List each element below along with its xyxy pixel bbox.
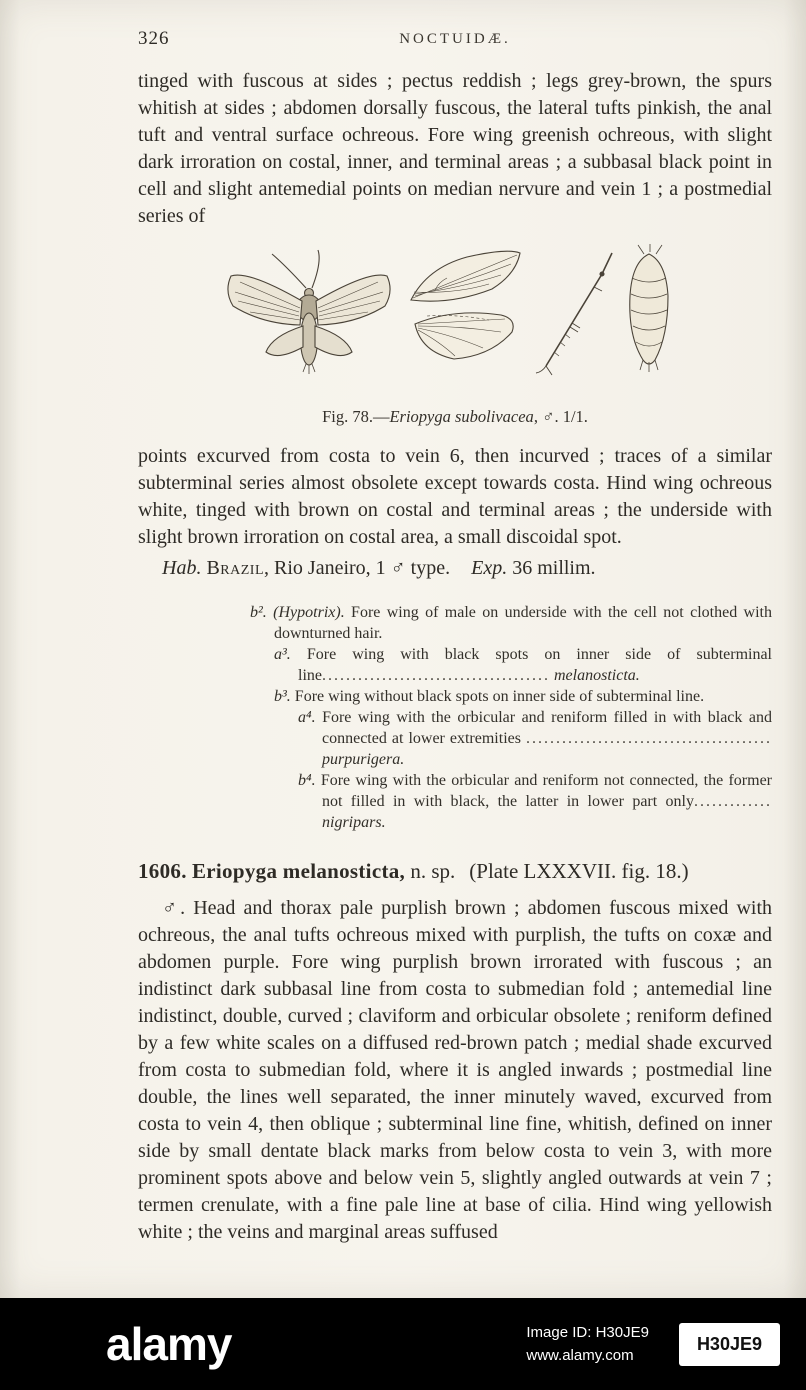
key-item — [274, 644, 772, 686]
alamy-logo: alamy — [106, 1318, 232, 1370]
key-item-label: b³. — [274, 688, 291, 705]
key-item — [274, 686, 772, 707]
figure-78 — [138, 244, 772, 427]
key-item-result: purpurigera. — [322, 751, 405, 768]
leg-detail — [536, 253, 612, 375]
habitat-label: Hab. — [162, 557, 202, 579]
key-item-result: melanosticta. — [554, 667, 640, 684]
key-item — [250, 602, 772, 644]
image-id-box: H30JE9 — [679, 1323, 780, 1366]
moth-engraving-illustration — [220, 244, 690, 394]
key-item-label: b⁴. — [298, 772, 316, 789]
key-item — [298, 707, 772, 770]
key-item-text: Fore wing with black spots on inner side of subterminal line — [298, 646, 773, 684]
key-item — [298, 770, 772, 833]
expanse-value: 36 millim. — [512, 557, 596, 579]
key-item-genus: (Hypotrix). — [273, 604, 345, 621]
key-item-text: Fore wing with the orbicular and reniform filled in with black and connected at lower extremities — [322, 709, 773, 747]
key-item-label: b². — [250, 604, 267, 621]
after-figure-paragraph: points excurved from costa to vein 6, then incurved ; traces of a similar subterminal series almost obsolete except towards costa. Hind wing ochreous white, tinged with brown on costal and terminal areas ; the underside with slight brown irroration on costal area, a small discoidal spot. — [138, 445, 772, 548]
identification-key — [138, 602, 772, 833]
key-item-text: Fore wing with the orbicular and reniform not connected, the former not filled in with black, the latter in lower part only — [320, 772, 772, 810]
image-id-text: Image ID: H30JE9 — [526, 1324, 649, 1341]
figure-caption-suffix: , ♂. 1/1. — [533, 407, 588, 426]
habitat-rest: , Rio Janeiro, 1 ♂ type. — [264, 557, 451, 579]
image-metadata — [526, 1321, 649, 1367]
species-heading — [138, 857, 772, 885]
habitat-line — [138, 555, 772, 582]
figure-caption-prefix: Fig. 78.— — [322, 407, 390, 426]
species-description-paragraph: ♂. Head and thorax pale purplish brown ; abdomen fuscous mixed with ochreous, the anal tufts ochreous mixed with purplish, the tufts on coxæ and abdomen purple. Fore wing purplish brown irrorated with fuscous ; an indistinct dark subbasal line from costa to submedian fold ; antemedial line indistinct, double, curved ; claviform and orbicular obsolete ; reniform defined by a few white scales on a diffused red-brown patch ; medial shade excurved from costa to submedian fold, where it is angled inwards ; postmedial line double, the lines well separated, the inner minutely waved, excurved from costa to vein 4, then oblique ; subterminal line fine, whitish, defined on inner side by small dentate black marks from below costa to vein 3, with more prominent spots above and below vein 5, slightly angled outwards at vein 7 ; termen crenulate, with a fine pale line at base of cilia. Hind wing yellowish white ; the veins and marginal areas suffused — [138, 897, 772, 1243]
alamy-url: www.alamy.com — [526, 1347, 634, 1364]
key-item-leader: ......................................... — [526, 730, 772, 747]
key-item-leader: ............. — [694, 793, 772, 810]
running-header: NOCTUIDÆ. — [399, 31, 511, 47]
key-item-text: Fore wing of male on underside with the cell not clothed with downturned hair. — [274, 604, 772, 642]
key-item-result: nigripars. — [322, 814, 386, 831]
species-number: 1606. — [138, 859, 187, 883]
key-item-label: a³. — [274, 646, 291, 663]
species-name: Eriopyga melanosticta, — [192, 859, 406, 883]
key-item-label: a⁴. — [298, 709, 316, 726]
wing-venation-diagram — [411, 251, 520, 359]
page-number: 326 — [138, 28, 170, 49]
alamy-watermark-bar — [0, 1298, 806, 1390]
key-item-leader: ...................................... — [322, 667, 550, 684]
abdomen-detail — [630, 244, 668, 372]
plate-reference: (Plate LXXXVII. fig. 18.) — [469, 859, 689, 883]
intro-paragraph: tinged with fuscous at sides ; pectus reddish ; legs grey-brown, the spurs whitish at sides ; abdomen dorsally fuscous, the lateral tufts pinkish, the anal tuft and ventral surface ochreous. Fore wing greenish ochreous, with slight dark irroration on costal, inner, and terminal areas ; a subbasal black point in cell and slight antemedial points on median nervure and vein 1 ; a postmedial series of — [138, 70, 772, 227]
page-header-row — [138, 26, 772, 56]
moth-spread-specimen — [228, 250, 390, 374]
expanse-label: Exp. — [471, 557, 508, 579]
figure-caption — [138, 407, 772, 427]
species-status: n. sp. — [410, 859, 456, 883]
figure-caption-species: Eriopyga subolivacea — [389, 407, 534, 426]
habitat-country: Brazil — [206, 557, 265, 579]
key-item-text: Fore wing without black spots on inner side of subterminal line. — [294, 688, 705, 705]
